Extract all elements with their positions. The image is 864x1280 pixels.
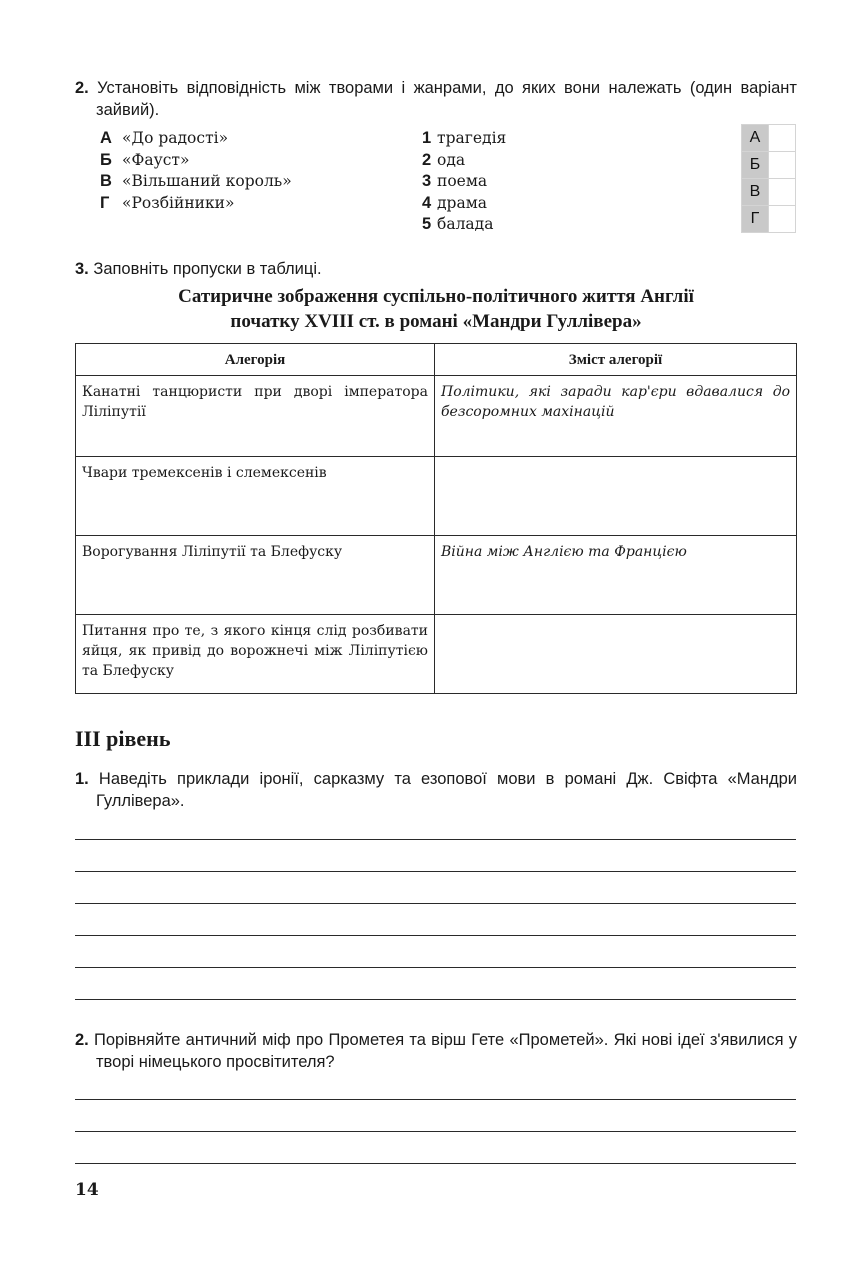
answer-grid-row	[742, 125, 796, 152]
genre-label: драма	[437, 193, 488, 212]
genre-key: 3	[422, 172, 432, 190]
table-title-line-1: Сатиричне зображення суспільно-політичного життя Англії	[178, 286, 694, 307]
work-item	[100, 127, 292, 149]
work-title: «Розбійники»	[122, 193, 235, 212]
genre-key: 2	[422, 150, 432, 169]
genres-list	[422, 127, 506, 235]
answer-grid-label: В	[742, 179, 769, 206]
work-key: А	[100, 129, 112, 147]
task-2-prompt	[75, 77, 797, 121]
allegory-cell: Ворогування Ліліпутії та Блефуску	[76, 536, 435, 615]
works-list	[100, 127, 292, 213]
answer-grid-row	[742, 206, 796, 233]
work-key: В	[100, 172, 112, 190]
page-number: 14	[75, 1180, 99, 1200]
genre-item	[422, 192, 506, 214]
answer-cell-v[interactable]	[769, 179, 796, 206]
work-title: «Вільшаний король»	[122, 172, 292, 190]
meaning-cell[interactable]: Політики, які заради кар'єри вдавалися до безсоромних махінацій	[435, 376, 797, 457]
meaning-cell-blank[interactable]	[435, 457, 797, 536]
answer-grid-row	[742, 152, 796, 179]
answer-grid-row	[742, 179, 796, 206]
level3-task-2-text: Порівняйте античний міф про Прометея та вірш Гете «Прометей». Які нові ідеї з'явилися у творі німецького просвітителя?	[94, 1031, 797, 1071]
task-3-number: 3.	[75, 260, 89, 278]
answer-line[interactable]	[75, 1131, 796, 1132]
answer-line[interactable]	[75, 1099, 796, 1100]
work-key: Б	[100, 150, 112, 169]
answer-line[interactable]	[75, 967, 796, 968]
meaning-cell[interactable]: Війна між Англією та Францією	[435, 536, 797, 615]
level3-task-1-number: 1.	[75, 770, 89, 788]
answer-grid-label: А	[742, 125, 769, 152]
answer-line[interactable]	[75, 839, 796, 840]
table-title	[75, 284, 797, 334]
genre-item	[422, 213, 506, 235]
answer-line[interactable]	[75, 935, 796, 936]
work-title: «До радості»	[122, 129, 229, 147]
task-3-prompt	[75, 258, 797, 280]
genre-label: балада	[437, 215, 494, 233]
genre-key: 4	[422, 193, 432, 212]
header-meaning: Зміст алегорії	[435, 344, 797, 376]
answer-cell-b[interactable]	[769, 152, 796, 179]
answer-grid-label: Г	[742, 206, 769, 233]
genre-key: 1	[422, 129, 432, 147]
task-3-text: Заповніть пропуски в таблиці.	[93, 260, 322, 278]
level3-task-2-number: 2.	[75, 1031, 89, 1049]
level3-task-2-prompt	[75, 1029, 797, 1073]
answer-cell-a[interactable]	[769, 125, 796, 152]
genre-item	[422, 149, 506, 171]
answer-line[interactable]	[75, 903, 796, 904]
table-row	[76, 615, 797, 694]
answer-grid	[741, 124, 796, 233]
work-item	[100, 149, 292, 171]
work-item	[100, 192, 292, 214]
answer-line[interactable]	[75, 871, 796, 872]
task-2-text: Установіть відповідність між творами і жанрами, до яких вони належать (один варіант зайвий).	[96, 79, 797, 119]
header-allegory: Алегорія	[76, 344, 435, 376]
work-key: Г	[100, 193, 110, 212]
work-title: «Фауст»	[122, 150, 190, 169]
level-3-heading: III рівень	[75, 726, 171, 751]
allegory-cell: Чвари тремексенів і слемексенів	[76, 457, 435, 536]
genre-label: поема	[437, 172, 488, 190]
answer-grid-label: Б	[742, 152, 769, 179]
allegory-cell: Канатні танцюристи при дворі імператора Ліліпутії	[76, 376, 435, 457]
task-2-number: 2.	[75, 79, 89, 97]
genre-label: ода	[437, 150, 466, 169]
answer-cell-h[interactable]	[769, 206, 796, 233]
meaning-cell-blank[interactable]	[435, 615, 797, 694]
table-title-line-2: початку XVIII ст. в романі «Мандри Гуллівера»	[230, 311, 642, 332]
genre-key: 5	[422, 215, 432, 233]
table-header-row	[76, 344, 797, 376]
genre-label: трагедія	[437, 129, 507, 147]
work-item	[100, 170, 292, 192]
allegory-cell: Питання про те, з якого кінця слід розбивати яйця, як привід до ворожнечі між Ліліпутією та Блефуску	[76, 615, 435, 694]
table-row	[76, 536, 797, 615]
genre-item	[422, 127, 506, 149]
genre-item	[422, 170, 506, 192]
table-row	[76, 457, 797, 536]
allegory-table	[75, 343, 797, 694]
table-row	[76, 376, 797, 457]
level3-task-1-text: Наведіть приклади іронії, сарказму та езопової мови в романі Дж. Свіфта «Мандри Гуллівера».	[96, 770, 797, 810]
answer-line[interactable]	[75, 999, 796, 1000]
level3-task-1-prompt	[75, 768, 797, 812]
answer-line[interactable]	[75, 1163, 796, 1164]
